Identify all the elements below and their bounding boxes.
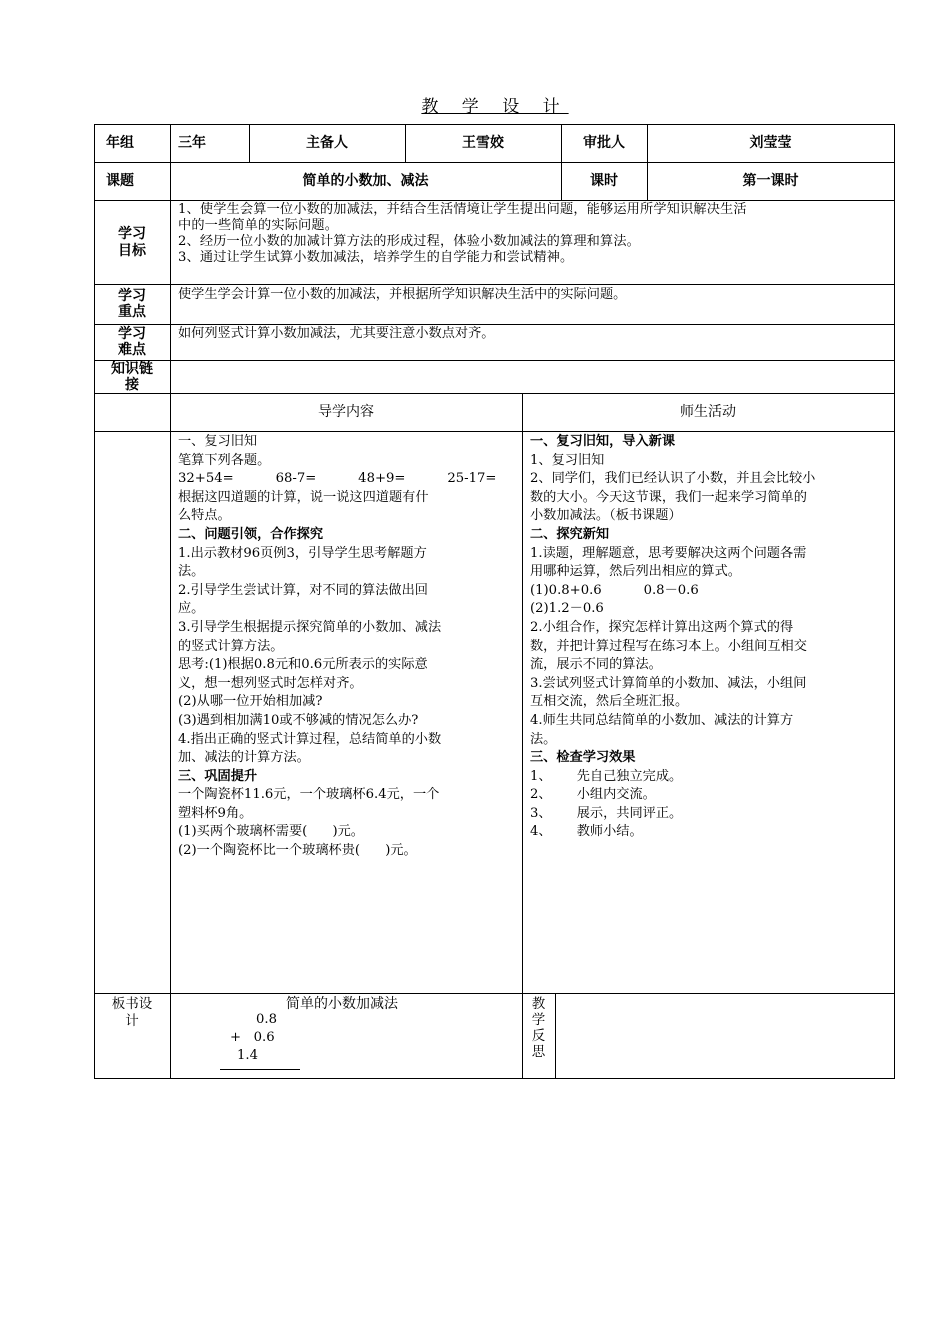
goal-line: 中的一些简单的实际问题。	[178, 218, 339, 233]
content-line: 一、复习旧知，导入新课	[530, 434, 676, 449]
board-label-line-2: 计	[125, 1013, 139, 1029]
topic-value: 简单的小数加、减法	[302, 173, 429, 189]
board-line-1: 0.8	[256, 1012, 277, 1027]
content-line: 三、巩固提升	[178, 768, 258, 784]
reflection-label	[522, 996, 555, 1060]
board-line-3: 1.4	[237, 1048, 258, 1063]
content-line: 32+54= 68-7= 48+9= 25-17=	[178, 471, 497, 487]
content-line: 的竖式计算方法。	[178, 638, 284, 654]
guide-content	[178, 433, 496, 861]
page-title: 教 学 设 计	[421, 97, 569, 117]
difficulty-label-line-1: 学习	[118, 326, 146, 342]
content-line: 义，想一想列竖式时怎样对齐。	[178, 675, 363, 691]
key-point-text: 使学生学会计算一位小数的加减法，并根据所学知识解决生活中的实际问题。	[178, 287, 627, 302]
approver-label: 审批人	[583, 135, 625, 151]
content-line: 塑料杯9角。	[178, 805, 253, 821]
content-line: 2.小组合作，探究怎样计算出这两个算式的得	[530, 619, 794, 635]
content-line: 1、 先自己独立完成。	[530, 768, 683, 784]
board-label-line-1: 板书设	[111, 996, 153, 1012]
content-line: 法。	[530, 731, 557, 747]
content-line: (1)0.8+0.6 0.8－0.6	[530, 582, 699, 598]
content-line: 小数加减法。（板书课题）	[530, 508, 682, 524]
board-sum-line	[220, 1069, 300, 1070]
key-point-label-line-2: 重点	[118, 304, 146, 320]
goals-label-line-1: 学习	[118, 226, 146, 242]
goals-text	[178, 202, 890, 266]
content-line: (2)1.2－0.6	[530, 601, 604, 617]
activity-column-header: 师生活动	[680, 404, 736, 420]
difficulty-label-line-2: 难点	[118, 342, 146, 358]
grade-label: 年组	[106, 135, 134, 151]
content-line: 笔算下列各题。	[178, 452, 271, 468]
difficulty-label	[94, 326, 170, 358]
reflection-label-char: 反	[531, 1028, 546, 1044]
content-line: 数的大小。今天这节课，我们一起来学习简单的	[530, 489, 807, 505]
content-line: 3.尝试列竖式计算简单的小数加、减法，小组间	[530, 675, 807, 691]
key-point-label-line-1: 学习	[118, 288, 146, 304]
content-line: 加、减法的计算方法。	[178, 750, 310, 766]
board-heading: 简单的小数加减法	[286, 996, 398, 1012]
content-line: 2、 小组内交流。	[530, 787, 656, 803]
reflection-label-char: 思	[531, 1044, 546, 1060]
content-line: 二、问题引领，合作探究	[178, 526, 324, 542]
content-line: 3.引导学生根据提示探究简单的小数加、减法	[178, 619, 442, 635]
content-line: 三、检查学习效果	[530, 750, 636, 766]
reflection-label-char: 教	[531, 996, 546, 1012]
content-line: 3、 展示，共同评正。	[530, 805, 683, 821]
content-line: (2)一个陶瓷杯比一个玻璃杯贵( )元。	[178, 843, 417, 859]
preparer-value: 王雪姣	[462, 135, 504, 151]
content-line: 1.读题，理解题意，思考要解决这两个问题各需	[530, 545, 807, 561]
content-line: 4、 教师小结。	[530, 824, 643, 840]
period-label: 课时	[590, 173, 618, 189]
content-line: 法。	[178, 564, 205, 580]
content-line: 1、复习旧知	[530, 452, 605, 468]
content-line: (3)遇到相加满10或不够减的情况怎么办?	[178, 712, 419, 728]
content-line: 根据这四道题的计算，说一说这四道题有什	[178, 489, 429, 505]
content-line: 流，展示不同的算法。	[530, 657, 662, 673]
content-line: 2、同学们，我们已经认识了小数，并且会比较小	[530, 471, 816, 487]
content-line: 二、探究新知	[530, 526, 610, 542]
content-line: 思考:(1)根据0.8元和0.6元所表示的实际意	[178, 657, 428, 673]
period-value: 第一课时	[742, 173, 799, 189]
topic-label: 课题	[106, 173, 134, 189]
content-line: 4.指出正确的竖式计算过程，总结简单的小数	[178, 731, 442, 747]
content-line: 数，并把计算过程写在练习本上。小组间互相交	[530, 638, 807, 654]
goals-label	[94, 226, 170, 260]
approver-value: 刘莹莹	[749, 135, 792, 151]
content-line: 一、复习旧知	[178, 434, 258, 449]
content-line: 互相交流，然后全班汇报。	[530, 694, 689, 710]
knowledge-link-label	[94, 361, 170, 393]
key-point-label	[94, 288, 170, 320]
content-line: 么特点。	[178, 508, 231, 524]
content-line: 一个陶瓷杯11.6元，一个玻璃杯6.4元，一个	[178, 787, 440, 803]
reflection-label-char: 学	[531, 1012, 546, 1028]
content-line: (2)从哪一位开始相加减?	[178, 694, 323, 710]
goal-line: 1、使学生会算一位小数的加减法，并结合生活情境让学生提出问题，能够运用所学知识解决生活	[178, 202, 747, 217]
content-line: (1)买两个玻璃杯需要( )元。	[178, 824, 364, 840]
preparer-label: 主备人	[306, 135, 348, 151]
content-line: 1.出示教材96页例3，引导学生思考解题方	[178, 545, 427, 561]
guide-column-header: 导学内容	[318, 404, 374, 420]
goal-line: 3、通过让学生试算小数加减法，培养学生的自学能力和尝试精神。	[178, 250, 574, 265]
difficulty-text: 如何列竖式计算小数加减法，尤其要注意小数点对齐。	[178, 326, 495, 341]
content-line: 用哪种运算，然后列出相应的算式。	[530, 564, 741, 580]
knowledge-link-label-line-1: 知识链	[111, 361, 153, 377]
content-line: 4.师生共同总结简单的小数加、减法的计算方	[530, 712, 794, 728]
goal-line: 2、经历一位小数的加减计算方法的形成过程，体验小数加减法的算理和算法。	[178, 234, 641, 249]
board-label	[94, 996, 170, 1030]
content-line: 2.引导学生尝试计算，对不同的算法做出回	[178, 582, 428, 598]
knowledge-link-label-line-2: 接	[125, 377, 139, 393]
grade-value: 三年	[178, 135, 206, 151]
board-line-2: + 0.6	[230, 1030, 275, 1045]
content-line: 应。	[178, 601, 205, 617]
goals-label-line-2: 目标	[118, 243, 146, 259]
activity-content	[530, 433, 815, 842]
